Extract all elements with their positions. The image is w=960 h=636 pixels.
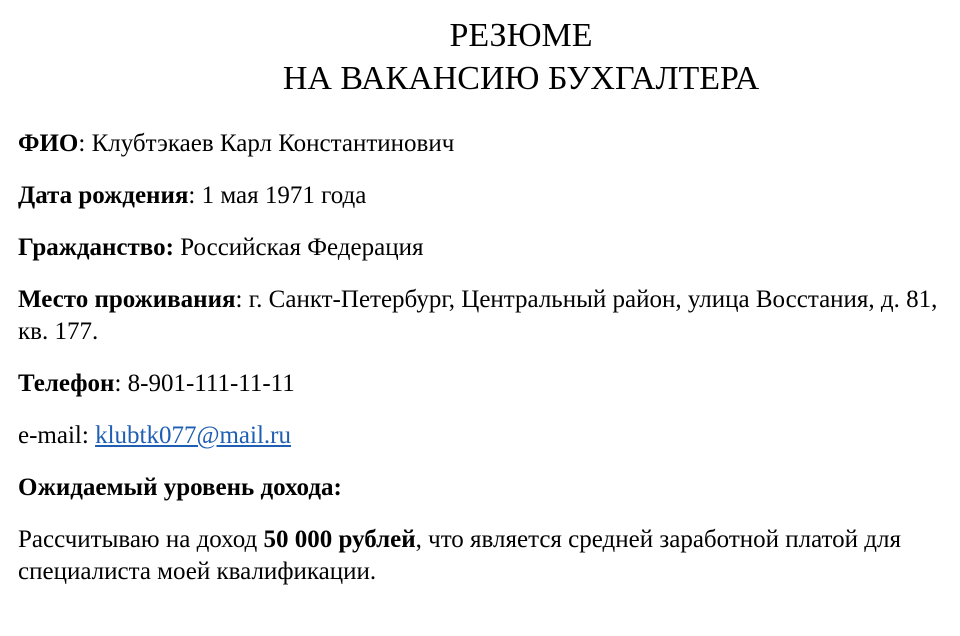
fio-value: Клубтэкаев Карл Константинович [91,130,455,157]
income-text-after: , что является средней заработной платой для специалиста моей квалификации. [18,526,901,585]
residence-value: г. Санкт-Петербург, Центральный район, улица Восстания, д. 81, кв. 177. [18,286,938,345]
residence-label: Место проживания [18,286,236,313]
citizenship-field [18,232,944,264]
income-amount: 50 000 рублей [263,526,416,553]
email-field [18,420,944,452]
resume-title [18,14,944,100]
birth-date-separator: : [188,182,202,209]
fio-separator: : [78,130,92,157]
residence-separator: : [235,286,249,313]
birth-date-value: 1 мая 1971 года [201,182,367,209]
phone-field [18,368,944,400]
citizenship-label: Гражданство: [18,234,174,261]
fio-label: ФИО [18,130,79,157]
birth-date-field [18,180,944,212]
phone-separator: : [114,370,128,397]
expected-income-field [18,472,944,504]
title-line-1: РЕЗЮМЕ [449,17,593,54]
citizenship-value: Российская Федерация [180,234,424,261]
income-paragraph [18,524,944,588]
phone-label: Телефон [18,370,115,397]
residence-field [18,284,944,348]
email-link[interactable]: klubtk077@mail.ru [95,422,291,449]
phone-value: 8-901-111-11-11 [127,370,295,397]
expected-income-label: Ожидаемый уровень дохода: [18,474,342,501]
income-text-before: Рассчитываю на доход [18,526,264,553]
birth-date-label: Дата рождения [18,182,189,209]
title-line-2: НА ВАКАНСИЮ БУХГАЛТЕРА [282,60,760,97]
fio-field [18,128,944,160]
email-label: e-mail: [18,422,96,449]
